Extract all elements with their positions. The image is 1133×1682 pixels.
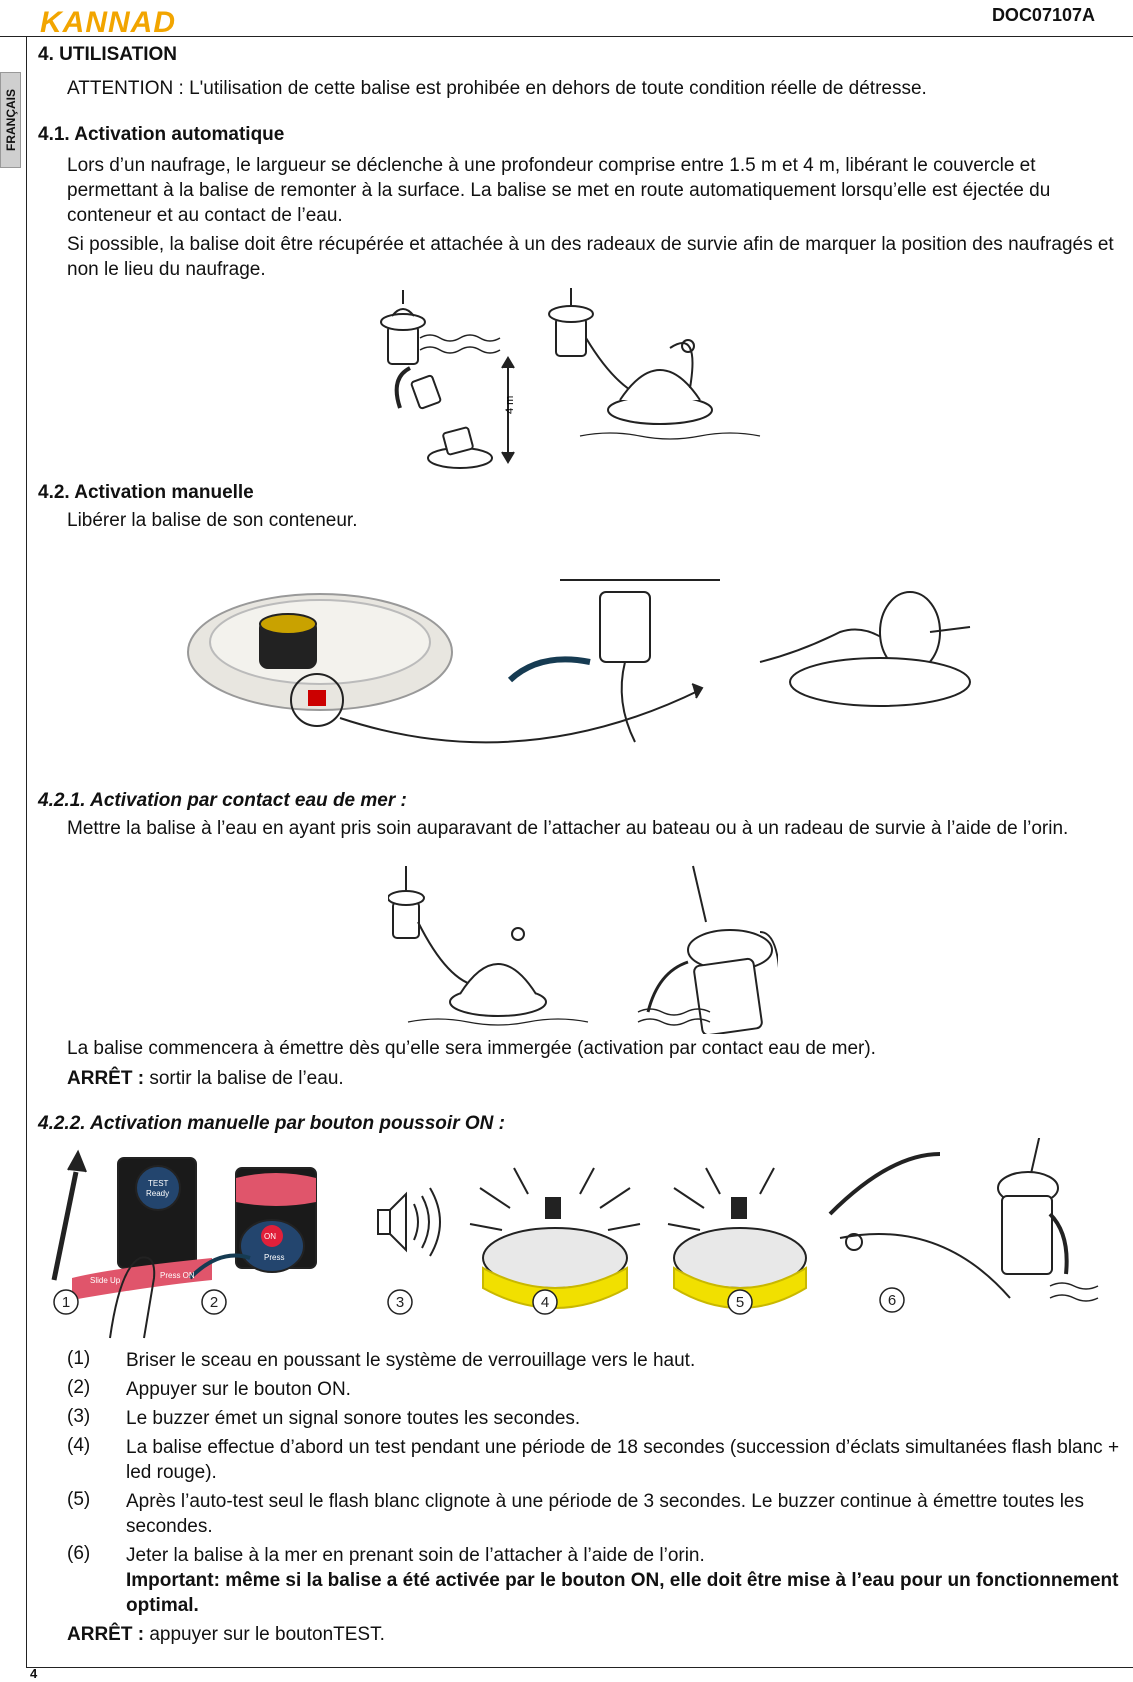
page-number: 4 xyxy=(30,1666,38,1681)
depth-label: 4 m xyxy=(504,395,516,414)
figure-button-activation xyxy=(40,1138,1120,1348)
step-badge-6: 6 xyxy=(887,1292,897,1309)
paragraph-4-2: Libérer la balise de son conteneur. xyxy=(67,510,358,531)
paragraph-4-2-1-b: La balise commencera à émettre dès qu’elle sera immergée (activation par contact eau de mer). xyxy=(67,1038,876,1059)
stop-instruction-4-2-1: ARRÊT : sortir la balise de l’eau. xyxy=(67,1068,344,1089)
step-badge-3: 3 xyxy=(395,1294,405,1311)
stop-instruction-4-2-2: ARRÊT : appuyer sur le boutonTEST. xyxy=(67,1624,385,1645)
subsection-title-4-2: 4.2. Activation manuelle xyxy=(38,482,254,503)
step-badge-5: 5 xyxy=(735,1294,745,1311)
step-badge-1: 1 xyxy=(61,1294,71,1311)
language-tab: FRANÇAIS xyxy=(0,72,21,168)
step-badge-4: 4 xyxy=(540,1294,550,1311)
step-number: (2) xyxy=(67,1377,91,1398)
test-button-label: TEST xyxy=(148,1179,169,1188)
subsection-title-4-2-1: 4.2.1. Activation par contact eau de mer : xyxy=(38,790,407,811)
document-id: DOC07107A xyxy=(991,5,1095,25)
slide-up-label: Slide Up xyxy=(90,1276,121,1285)
figure-auto-activation xyxy=(370,288,810,488)
subsection-title-4-2-2: 4.2.2. Activation manuelle par bouton poussoir ON : xyxy=(38,1113,505,1134)
step-text: La balise effectue d’abord un test pendant une période de 18 secondes (succession d’éclats simultanées flash blanc + led rouge). xyxy=(126,1437,1120,1483)
step-number: (1) xyxy=(67,1348,91,1369)
step-number: (5) xyxy=(67,1489,91,1510)
test-button-sublabel: Ready xyxy=(146,1189,170,1198)
press-on-label: Press ON xyxy=(160,1271,195,1280)
on-button-sublabel: Press xyxy=(264,1253,285,1262)
step-text: Jeter la balise à la mer en prenant soin de l’attacher à l’aide de l’orin. xyxy=(126,1545,705,1566)
section-title: 4. UTILISATION xyxy=(38,44,177,65)
on-button-label: ON xyxy=(264,1232,276,1241)
figure-seawater-activation xyxy=(388,862,778,1034)
step-badge-2: 2 xyxy=(209,1294,219,1311)
warning-text: ATTENTION : L'utilisation de cette balise est prohibée en dehors de toute condition réelle de détresse. xyxy=(67,78,927,99)
kannad-logo: KANNAD xyxy=(40,6,176,39)
step-text: Appuyer sur le bouton ON. xyxy=(126,1379,351,1400)
important-note: Important: même si la balise a été activée par le bouton ON, elle doit être mise à l’eau pour un fonctionnement optimal. xyxy=(126,1570,1119,1616)
figure-manual-release xyxy=(180,572,980,762)
step-text: Le buzzer émet un signal sonore toutes les secondes. xyxy=(126,1408,581,1429)
subsection-title-4-1: 4.1. Activation automatique xyxy=(38,124,285,145)
step-number: (4) xyxy=(67,1435,91,1456)
step-text: Après l’auto-test seul le flash blanc clignote à une période de 3 secondes. Le buzzer continue à émettre toutes les secondes. xyxy=(126,1491,1084,1537)
step-number: (6) xyxy=(67,1543,91,1564)
step-number: (3) xyxy=(67,1406,91,1427)
paragraph-4-2-1-a: Mettre la balise à l’eau en ayant pris soin auparavant de l’attacher au bateau ou à un radeau de survie à l’aide de l’orin. xyxy=(67,818,1069,839)
paragraph-4-1-a: Lors d’un naufrage, le largueur se déclenche à une profondeur comprise entre 1.5 m et 4 m, libérant le couvercle et permettant à la balise de remonter à la surface. La balise se met en route automatiquement lorsqu’elle est éjectée du conteneur et au contact de l’eau. xyxy=(67,155,1051,226)
step-text: Briser le sceau en poussant le système de verrouillage vers le haut. xyxy=(126,1350,696,1371)
paragraph-4-1-b: Si possible, la balise doit être récupérée et attachée à un des radeaux de survie afin de marquer la position des naufragés et non le lieu du naufrage. xyxy=(67,234,1114,280)
